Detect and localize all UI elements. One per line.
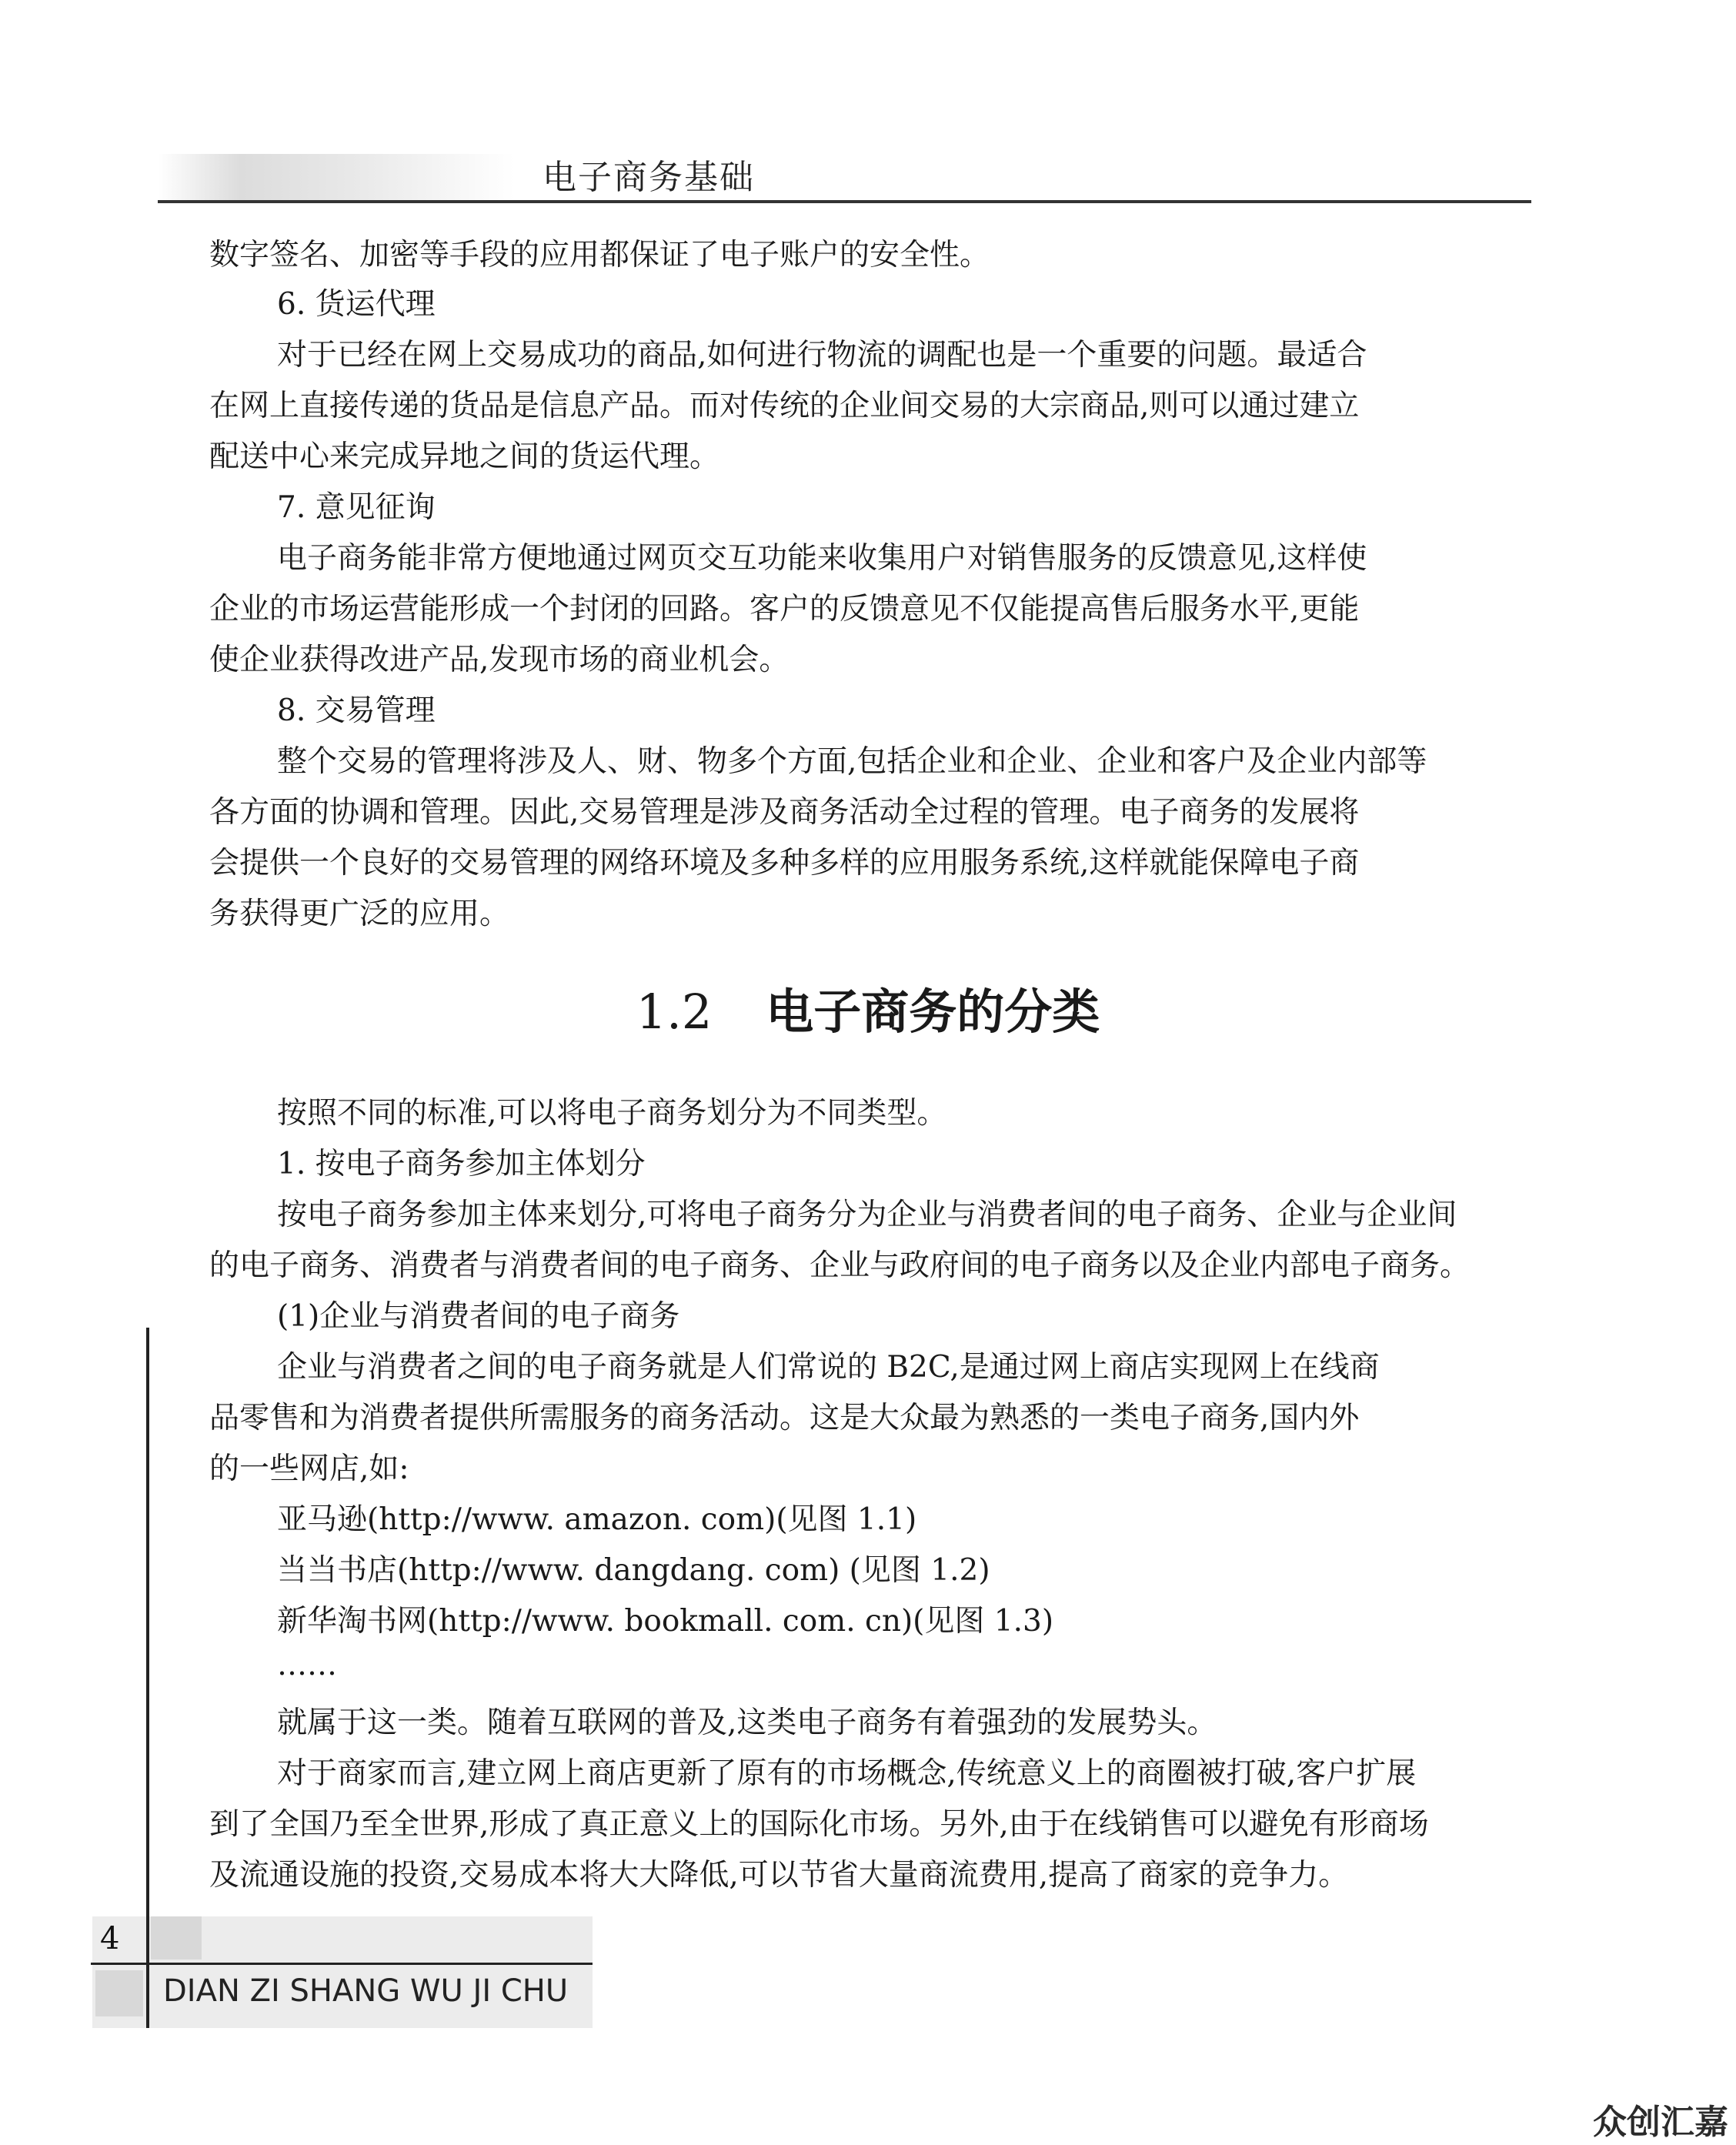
footer-book-title: DIAN ZI SHANG WU JI CHU [163, 1973, 569, 2009]
watermark: 众创汇嘉 [1593, 2103, 1728, 2142]
footer-rule-vertical [146, 1916, 149, 2028]
paragraph-line: 按照不同的标准,可以将电子商务划分为不同类型。 [277, 1096, 947, 1131]
section-number: 1.2 [636, 984, 713, 1040]
paragraph-line: 的一些网店,如: [209, 1452, 409, 1486]
paragraph-line: 对于已经在网上交易成功的商品,如何进行物流的调配也是一个重要的问题。最适合 [277, 338, 1367, 373]
list-heading: 7. 意见征询 [277, 490, 436, 525]
site-example: 当当书店(http://www. dangdang. com) (见图 1.2) [277, 1553, 990, 1588]
footer-square [95, 1970, 143, 2016]
paragraph-line: 配送中心来完成异地之间的货运代理。 [209, 439, 720, 474]
paragraph-line: 使企业获得改进产品,发现市场的商业机会。 [209, 643, 790, 677]
site-example: 新华淘书网(http://www. bookmall. com. cn)(见图 1.3) [277, 1604, 1054, 1639]
paragraph-line: 整个交易的管理将涉及人、财、物多个方面,包括企业和企业、企业和客户及企业内部等 [277, 744, 1427, 779]
paragraph-line: 对于商家而言,建立网上商店更新了原有的市场概念,传统意义上的商圈被打破,客户扩展 [277, 1756, 1417, 1791]
paragraph-line: 到了全国乃至全世界,形成了真正意义上的国际化市场。另外,由于在线销售可以避免有形商场 [209, 1807, 1429, 1842]
section-heading [209, 974, 1527, 1042]
list-heading: 6. 货运代理 [277, 287, 436, 322]
paragraph-line: 会提供一个良好的交易管理的网络环境及多种多样的应用服务系统,这样就能保障电子商 [209, 846, 1360, 880]
site-example: 亚马逊(http://www. amazon. com)(见图 1.1) [277, 1502, 917, 1537]
header-band [158, 154, 1531, 202]
header-rule [158, 200, 1531, 203]
paragraph-line: 在网上直接传递的货品是信息产品。而对传统的企业间交易的大宗商品,则可以通过建立 [209, 389, 1360, 423]
paragraph-line: 就属于这一类。随着互联网的普及,这类电子商务有着强劲的发展势头。 [277, 1706, 1217, 1740]
paragraph-line: 电子商务能非常方便地通过网页交互功能来收集用户对销售服务的反馈意见,这样使 [277, 541, 1367, 576]
footer-rule [91, 1963, 593, 1965]
paragraph-line: 企业与消费者之间的电子商务就是人们常说的 B2C,是通过网上商店实现网上在线商 [277, 1350, 1380, 1385]
ellipsis-line: …… [277, 1648, 337, 1682]
paragraph-line: 企业的市场运营能形成一个封闭的回路。客户的反馈意见不仅能提高售后服务水平,更能 [209, 592, 1360, 626]
page-number: 4 [100, 1921, 120, 1956]
sub-heading: (1)企业与消费者间的电子商务 [277, 1299, 680, 1334]
paragraph-line: 的电子商务、消费者与消费者间的电子商务、企业与政府间的电子商务以及企业内部电子商务。 [209, 1248, 1471, 1283]
list-heading: 1. 按电子商务参加主体划分 [277, 1147, 646, 1181]
paragraph-line: 各方面的协调和管理。因此,交易管理是涉及商务活动全过程的管理。电子商务的发展将 [209, 795, 1360, 830]
paragraph-line: 务获得更广泛的应用。 [209, 897, 510, 931]
running-header-title: 电子商务基础 [542, 158, 755, 197]
paragraph-line: 品零售和为消费者提供所需服务的商务活动。这是大众最为熟悉的一类电子商务,国内外 [209, 1401, 1360, 1435]
paragraph-line: 按电子商务参加主体来划分,可将电子商务分为企业与消费者间的电子商务、企业与企业间 [277, 1198, 1457, 1232]
list-heading: 8. 交易管理 [277, 693, 436, 728]
paragraph-line: 数字签名、加密等手段的应用都保证了电子账户的安全性。 [209, 238, 990, 272]
section-title: 电子商务的分类 [766, 984, 1100, 1040]
footer-square [151, 1916, 202, 1960]
paragraph-line: 及流通设施的投资,交易成本将大大降低,可以节省大量商流费用,提高了商家的竞争力。 [209, 1858, 1349, 1893]
